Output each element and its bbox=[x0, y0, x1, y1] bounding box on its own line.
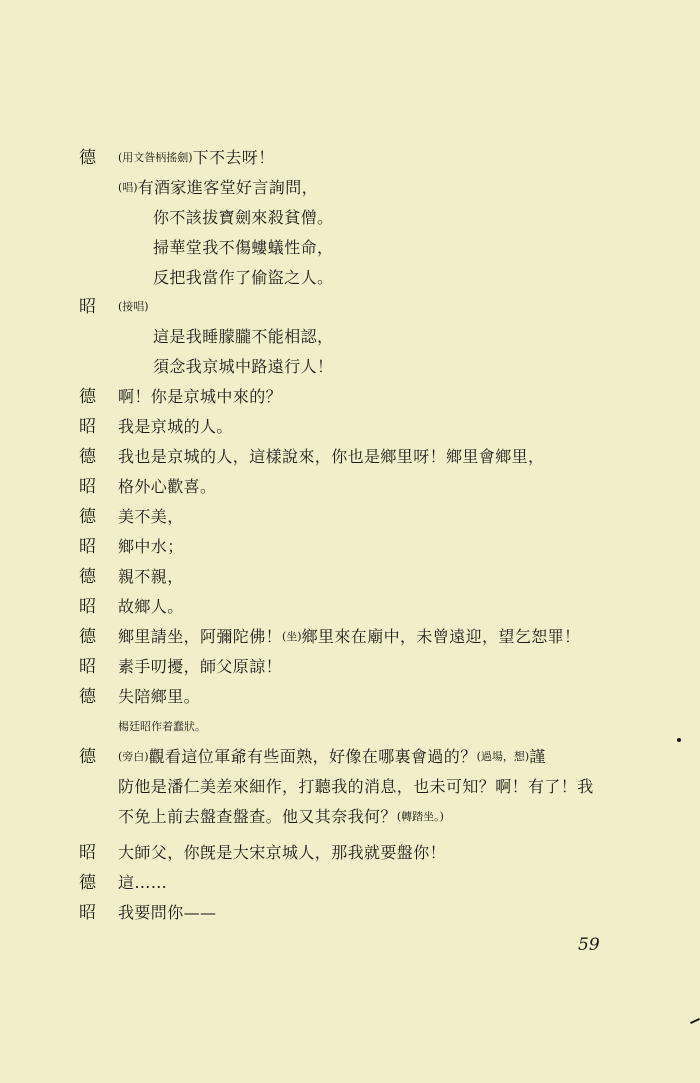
dialogue-line bbox=[0, 562, 700, 592]
dialogue-line bbox=[0, 592, 700, 622]
line-text bbox=[118, 143, 275, 173]
dialogue-text: 不免上前去盤查盤查。他又其奈我何？ bbox=[118, 807, 397, 826]
dialogue-line bbox=[0, 233, 700, 263]
dialogue-line bbox=[0, 263, 700, 293]
line-text bbox=[118, 173, 318, 203]
dialogue-text: 這…… bbox=[118, 873, 168, 892]
stage-direction-line bbox=[0, 712, 700, 742]
dialogue-text: 美不美， bbox=[118, 507, 184, 526]
dialogue-line bbox=[0, 472, 700, 502]
speaker-name: 德 bbox=[79, 507, 96, 527]
speaker-name: 昭 bbox=[79, 537, 96, 557]
dialogue-text: 素手叨擾，師父原諒！ bbox=[118, 657, 283, 676]
line-text bbox=[118, 442, 544, 472]
line-text bbox=[153, 233, 333, 263]
speaker-name: 德 bbox=[79, 627, 96, 647]
stage-direction: (旁白) bbox=[118, 750, 149, 763]
stage-direction: (過場，想) bbox=[476, 750, 530, 763]
line-text bbox=[118, 712, 206, 744]
dialogue-line bbox=[0, 742, 700, 772]
line-text bbox=[118, 412, 233, 442]
speaker-name: 昭 bbox=[79, 597, 96, 617]
dialogue-line bbox=[0, 173, 700, 203]
line-text bbox=[118, 802, 444, 832]
line-text bbox=[118, 472, 216, 502]
line-text bbox=[118, 868, 167, 898]
dialogue-line bbox=[0, 838, 700, 868]
speaker-name: 德 bbox=[79, 387, 96, 407]
speaker-name: 德 bbox=[79, 873, 96, 893]
dialogue-text: 防他是潘仁美差來細作，打聽我的消息，也未可知？啊！有了！我 bbox=[118, 777, 594, 796]
dialogue-text: 鄉里請坐，阿彌陀佛！ bbox=[118, 627, 283, 646]
speaker-name: 昭 bbox=[79, 297, 96, 317]
stage-direction: (用文昝柄搖劍) bbox=[118, 151, 193, 164]
dialogue-line bbox=[0, 622, 700, 652]
dialogue-line bbox=[0, 502, 700, 532]
dialogue-line bbox=[0, 682, 700, 712]
dialogue-line bbox=[0, 868, 700, 898]
dialogue-text: 鄉中水； bbox=[118, 537, 184, 556]
speaker-name: 德 bbox=[79, 747, 96, 767]
dialogue-text: 下不去呀！ bbox=[192, 148, 275, 167]
dialogue-text: 有酒家進客堂好言詢問， bbox=[137, 178, 318, 197]
line-text bbox=[118, 382, 282, 412]
speaker-name: 德 bbox=[79, 687, 96, 707]
dialogue-line bbox=[0, 322, 700, 352]
speaker-name: 昭 bbox=[79, 417, 96, 437]
speaker-name: 德 bbox=[79, 148, 96, 168]
stage-direction: (唱) bbox=[118, 181, 138, 194]
dialogue-line bbox=[0, 203, 700, 233]
line-text bbox=[118, 652, 282, 682]
line-text bbox=[153, 203, 333, 233]
dialogue-text: 你不該拔寶劍來殺貧僧。 bbox=[153, 208, 334, 227]
dialogue-line bbox=[0, 412, 700, 442]
stage-direction: 楊廷昭作着蠢狀。 bbox=[118, 720, 206, 733]
dialogue-line bbox=[0, 532, 700, 562]
dialogue-line bbox=[0, 772, 700, 802]
speaker-name: 德 bbox=[79, 447, 96, 467]
dialogue-text: 故鄉人。 bbox=[118, 597, 184, 616]
dialogue-text: 這是我睡朦朧不能相認， bbox=[153, 327, 334, 346]
speaker-name: 昭 bbox=[79, 657, 96, 677]
ink-speck bbox=[677, 738, 681, 742]
line-text bbox=[118, 562, 184, 592]
line-text bbox=[118, 838, 446, 868]
speaker-name: 昭 bbox=[79, 843, 96, 863]
dialogue-line bbox=[0, 352, 700, 382]
line-text bbox=[153, 263, 333, 293]
dialogue-text: 啊！你是京城中來的？ bbox=[118, 387, 283, 406]
dialogue-line bbox=[0, 802, 700, 832]
line-text bbox=[118, 898, 216, 928]
stage-direction: (轉踏坐。) bbox=[396, 810, 444, 823]
line-text bbox=[118, 502, 184, 532]
line-text bbox=[118, 592, 184, 622]
dialogue-line bbox=[0, 652, 700, 682]
stage-direction: (坐) bbox=[282, 630, 302, 643]
dialogue-text: 須念我京城中路遠行人！ bbox=[153, 357, 334, 376]
line-text bbox=[153, 322, 333, 352]
dialogue-text: 失陪鄉里。 bbox=[118, 687, 201, 706]
dialogue-line bbox=[0, 292, 700, 322]
line-text bbox=[118, 772, 594, 802]
dialogue-text: 鄉里來在廟中，未曾遠迎，望乞恕罪！ bbox=[301, 627, 581, 646]
dialogue-text: 我是京城的人。 bbox=[118, 417, 233, 436]
dialogue-text: 觀看這位軍爺有些面熟，好像在哪裏會過的？ bbox=[148, 747, 477, 766]
line-text bbox=[118, 532, 184, 562]
dialogue-text: 親不親， bbox=[118, 567, 184, 586]
dialogue-text: 反把我當作了偷盜之人。 bbox=[153, 268, 334, 287]
dialogue-line bbox=[0, 442, 700, 472]
line-text bbox=[118, 622, 580, 652]
dialogue-text: 我要問你—— bbox=[118, 903, 217, 922]
dialogue-line bbox=[0, 382, 700, 412]
line-text bbox=[118, 742, 546, 772]
speaker-name: 昭 bbox=[79, 903, 96, 923]
line-text bbox=[153, 352, 333, 382]
dialogue-text: 大師父，你旣是大宋京城人，那我就要盤你！ bbox=[118, 843, 447, 862]
dialogue-text: 我也是京城的人，這樣說來，你也是鄉里呀！鄉里會鄉里， bbox=[118, 447, 545, 466]
dialogue-text: 格外心歡喜。 bbox=[118, 477, 217, 496]
stage-direction: (接唱) bbox=[118, 300, 149, 313]
dialogue-text: 謹 bbox=[529, 747, 546, 766]
line-text bbox=[118, 292, 149, 322]
speaker-name: 昭 bbox=[79, 477, 96, 497]
line-text bbox=[118, 682, 200, 712]
dialogue-line bbox=[0, 898, 700, 928]
speaker-name: 德 bbox=[79, 567, 96, 587]
dialogue-line bbox=[0, 143, 700, 173]
page-number: 59 bbox=[578, 935, 600, 955]
dialogue-text: 掃華堂我不傷螻蟻性命， bbox=[153, 238, 334, 257]
